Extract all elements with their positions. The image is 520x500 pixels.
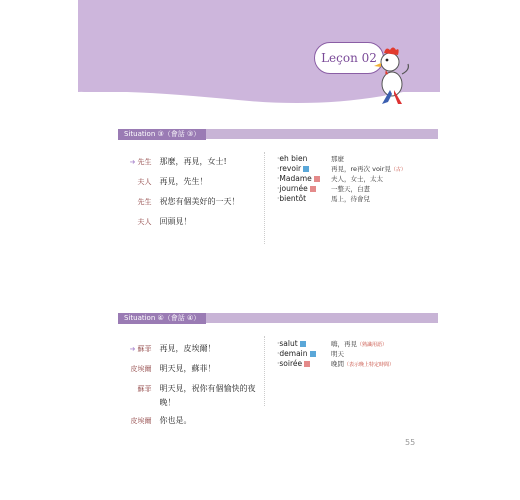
vocab-word (277, 359, 331, 368)
dialogue-text: 明天見，祝你有個愉快的夜晚！ (159, 384, 256, 407)
vocab-meaning: 馬上，待會兒 (331, 194, 370, 203)
dialogue-line (118, 155, 268, 169)
dialogue-line (118, 195, 268, 209)
dialogue-line (118, 342, 268, 356)
dialogue-text: 回頭見！ (159, 217, 192, 226)
dialogue-text: 祝您有個美好的一天！ (159, 197, 240, 206)
vocab-word (277, 349, 331, 358)
vocab-item (277, 338, 394, 348)
column-divider (264, 152, 265, 244)
vocab-word-text: Madame (279, 173, 312, 183)
dialogue-line (118, 414, 268, 428)
vocab-word (277, 164, 331, 173)
lesson-title: Leçon 02 (314, 42, 384, 74)
vocab-word-text: revoir (279, 163, 302, 173)
vocab-meaning (331, 359, 394, 368)
vocab-word (277, 174, 331, 183)
dialogue-text: 那麼，再見，女士! (159, 157, 227, 166)
vocab-item (277, 183, 406, 193)
masculine-tag-icon (303, 166, 309, 172)
dialogue-line (118, 382, 268, 410)
situation3-vocab (277, 153, 406, 203)
dialogue-text: 明天見，蘇菲！ (159, 364, 216, 373)
vocab-note: （表示晚上特定時間） (344, 361, 395, 368)
vocab-note: （熟識用語） (357, 341, 388, 348)
feminine-tag-icon (310, 186, 316, 192)
situation4-vocab (277, 338, 394, 368)
speaker-label: 夫人 (137, 178, 152, 186)
vocab-item (277, 193, 406, 203)
vocab-meaning-text: 嗨，再見 (331, 339, 357, 348)
vocab-word (277, 184, 331, 193)
vocab-word-text: demain (279, 348, 308, 358)
vocab-meaning (331, 164, 406, 173)
speaker-label: 夫人 (137, 218, 152, 226)
dialogue-line (118, 175, 268, 189)
vocab-meaning-text: 晚間 (331, 359, 344, 368)
speaker-label: 先生 (137, 198, 152, 206)
vocab-meaning (331, 339, 387, 348)
vocab-word-text: eh bien (279, 153, 308, 163)
dialogue-text: 再見，先生！ (159, 177, 208, 186)
vocab-meaning: 明天 (331, 349, 344, 358)
vocab-meaning: 夫人，女士，太太 (331, 174, 383, 183)
vocab-word-text: soirée (279, 358, 303, 368)
vocab-word (277, 194, 331, 203)
speaker-label: 蘇菲 (137, 385, 152, 393)
vocab-item (277, 163, 406, 173)
vocab-word (277, 339, 331, 348)
dialogue-line (118, 215, 268, 229)
situation3-tab: Situation ③（會話 ③） (118, 129, 206, 140)
masculine-tag-icon (310, 351, 316, 357)
vocab-meaning: 一整天，白晝 (331, 184, 370, 193)
dialogue-text: 你也是。 (159, 416, 192, 425)
situation4-tab: Situation ④（會話 ④） (118, 313, 206, 324)
vocab-word-text: journée (279, 183, 308, 193)
vocab-meaning: 那麼 (331, 154, 344, 163)
speaker-label: 皮埃爾 (130, 365, 152, 373)
dialogue-line (118, 362, 268, 376)
vocab-item (277, 358, 394, 368)
feminine-tag-icon (304, 361, 310, 367)
vocab-item (277, 173, 406, 183)
vocab-word (277, 154, 331, 163)
page-number: 55 (405, 438, 416, 447)
vocab-note: （古） (390, 166, 406, 173)
speaker-label: ➜ 蘇菲 (118, 342, 160, 356)
column-divider (264, 336, 265, 406)
masculine-tag-icon (300, 341, 306, 347)
vocab-word-text: salut (279, 338, 298, 348)
rooster-mascot-icon (368, 44, 414, 106)
vocab-item (277, 153, 406, 163)
speaker-label: ➜ 先生 (118, 155, 160, 169)
dialogue-text: 再見，皮埃爾！ (159, 344, 216, 353)
feminine-tag-icon (314, 176, 320, 182)
vocab-meaning-text: 再見，re再次 voir見 (331, 164, 391, 173)
speaker-label: 皮埃爾 (130, 417, 152, 425)
vocab-word-text: bientôt (279, 193, 307, 203)
vocab-item (277, 348, 394, 358)
